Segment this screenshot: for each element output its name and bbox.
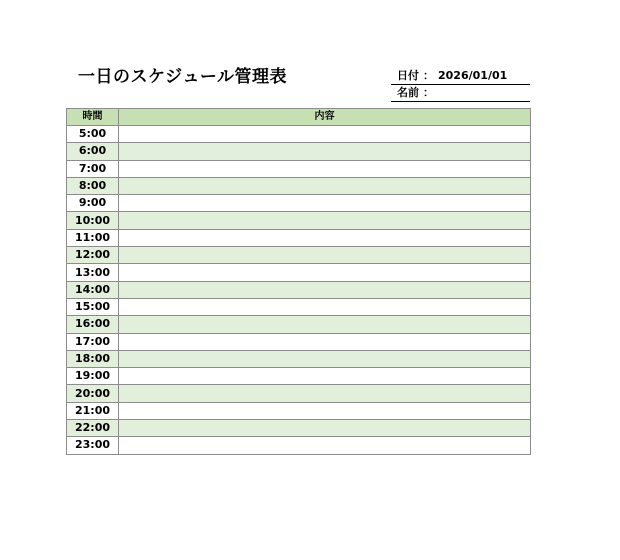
schedule-body <box>67 126 531 455</box>
content-cell[interactable] <box>119 420 531 437</box>
content-cell[interactable] <box>119 143 531 160</box>
content-cell[interactable] <box>119 160 531 177</box>
time-cell: 15:00 <box>67 298 119 315</box>
table-row <box>67 160 531 177</box>
table-row <box>67 437 531 454</box>
content-cell[interactable] <box>119 177 531 194</box>
table-row <box>67 177 531 194</box>
content-cell[interactable] <box>119 264 531 281</box>
table-row <box>67 298 531 315</box>
content-cell[interactable] <box>119 229 531 246</box>
time-cell: 6:00 <box>67 143 119 160</box>
table-row <box>67 247 531 264</box>
content-cell[interactable] <box>119 437 531 454</box>
time-cell: 5:00 <box>67 126 119 143</box>
table-row <box>67 402 531 419</box>
page-title: 一日のスケジュール管理表 <box>78 67 287 87</box>
content-cell[interactable] <box>119 281 531 298</box>
time-cell: 13:00 <box>67 264 119 281</box>
content-cell[interactable] <box>119 212 531 229</box>
date-value[interactable]: 2026/01/01 <box>438 69 508 82</box>
content-cell[interactable] <box>119 333 531 350</box>
schedule-table <box>66 108 531 455</box>
table-row <box>67 420 531 437</box>
table-row <box>67 143 531 160</box>
header-content: 内容 <box>119 109 531 126</box>
table-row <box>67 316 531 333</box>
date-separator: ： <box>423 69 434 82</box>
table-row <box>67 195 531 212</box>
time-cell: 12:00 <box>67 247 119 264</box>
table-row <box>67 229 531 246</box>
table-row <box>67 350 531 367</box>
table-row <box>67 368 531 385</box>
date-label: 日付 <box>397 69 419 82</box>
table-row <box>67 126 531 143</box>
table-row <box>67 212 531 229</box>
time-cell: 21:00 <box>67 402 119 419</box>
time-cell: 14:00 <box>67 281 119 298</box>
content-cell[interactable] <box>119 402 531 419</box>
time-cell: 16:00 <box>67 316 119 333</box>
content-cell[interactable] <box>119 195 531 212</box>
content-cell[interactable] <box>119 316 531 333</box>
time-cell: 11:00 <box>67 229 119 246</box>
header-time: 時間 <box>67 109 119 126</box>
time-cell: 23:00 <box>67 437 119 454</box>
time-cell: 22:00 <box>67 420 119 437</box>
time-cell: 8:00 <box>67 177 119 194</box>
time-cell: 17:00 <box>67 333 119 350</box>
table-header-row <box>67 109 531 126</box>
time-cell: 20:00 <box>67 385 119 402</box>
time-cell: 18:00 <box>67 350 119 367</box>
content-cell[interactable] <box>119 350 531 367</box>
name-label: 名前 <box>397 86 419 99</box>
content-cell[interactable] <box>119 126 531 143</box>
table-row <box>67 264 531 281</box>
time-cell: 10:00 <box>67 212 119 229</box>
time-cell: 19:00 <box>67 368 119 385</box>
table-row <box>67 333 531 350</box>
time-cell: 7:00 <box>67 160 119 177</box>
table-row <box>67 281 531 298</box>
name-row <box>391 84 530 102</box>
content-cell[interactable] <box>119 298 531 315</box>
table-row <box>67 385 531 402</box>
name-separator: ： <box>423 86 434 99</box>
content-cell[interactable] <box>119 247 531 264</box>
time-cell: 9:00 <box>67 195 119 212</box>
content-cell[interactable] <box>119 368 531 385</box>
date-row <box>391 67 530 85</box>
content-cell[interactable] <box>119 385 531 402</box>
